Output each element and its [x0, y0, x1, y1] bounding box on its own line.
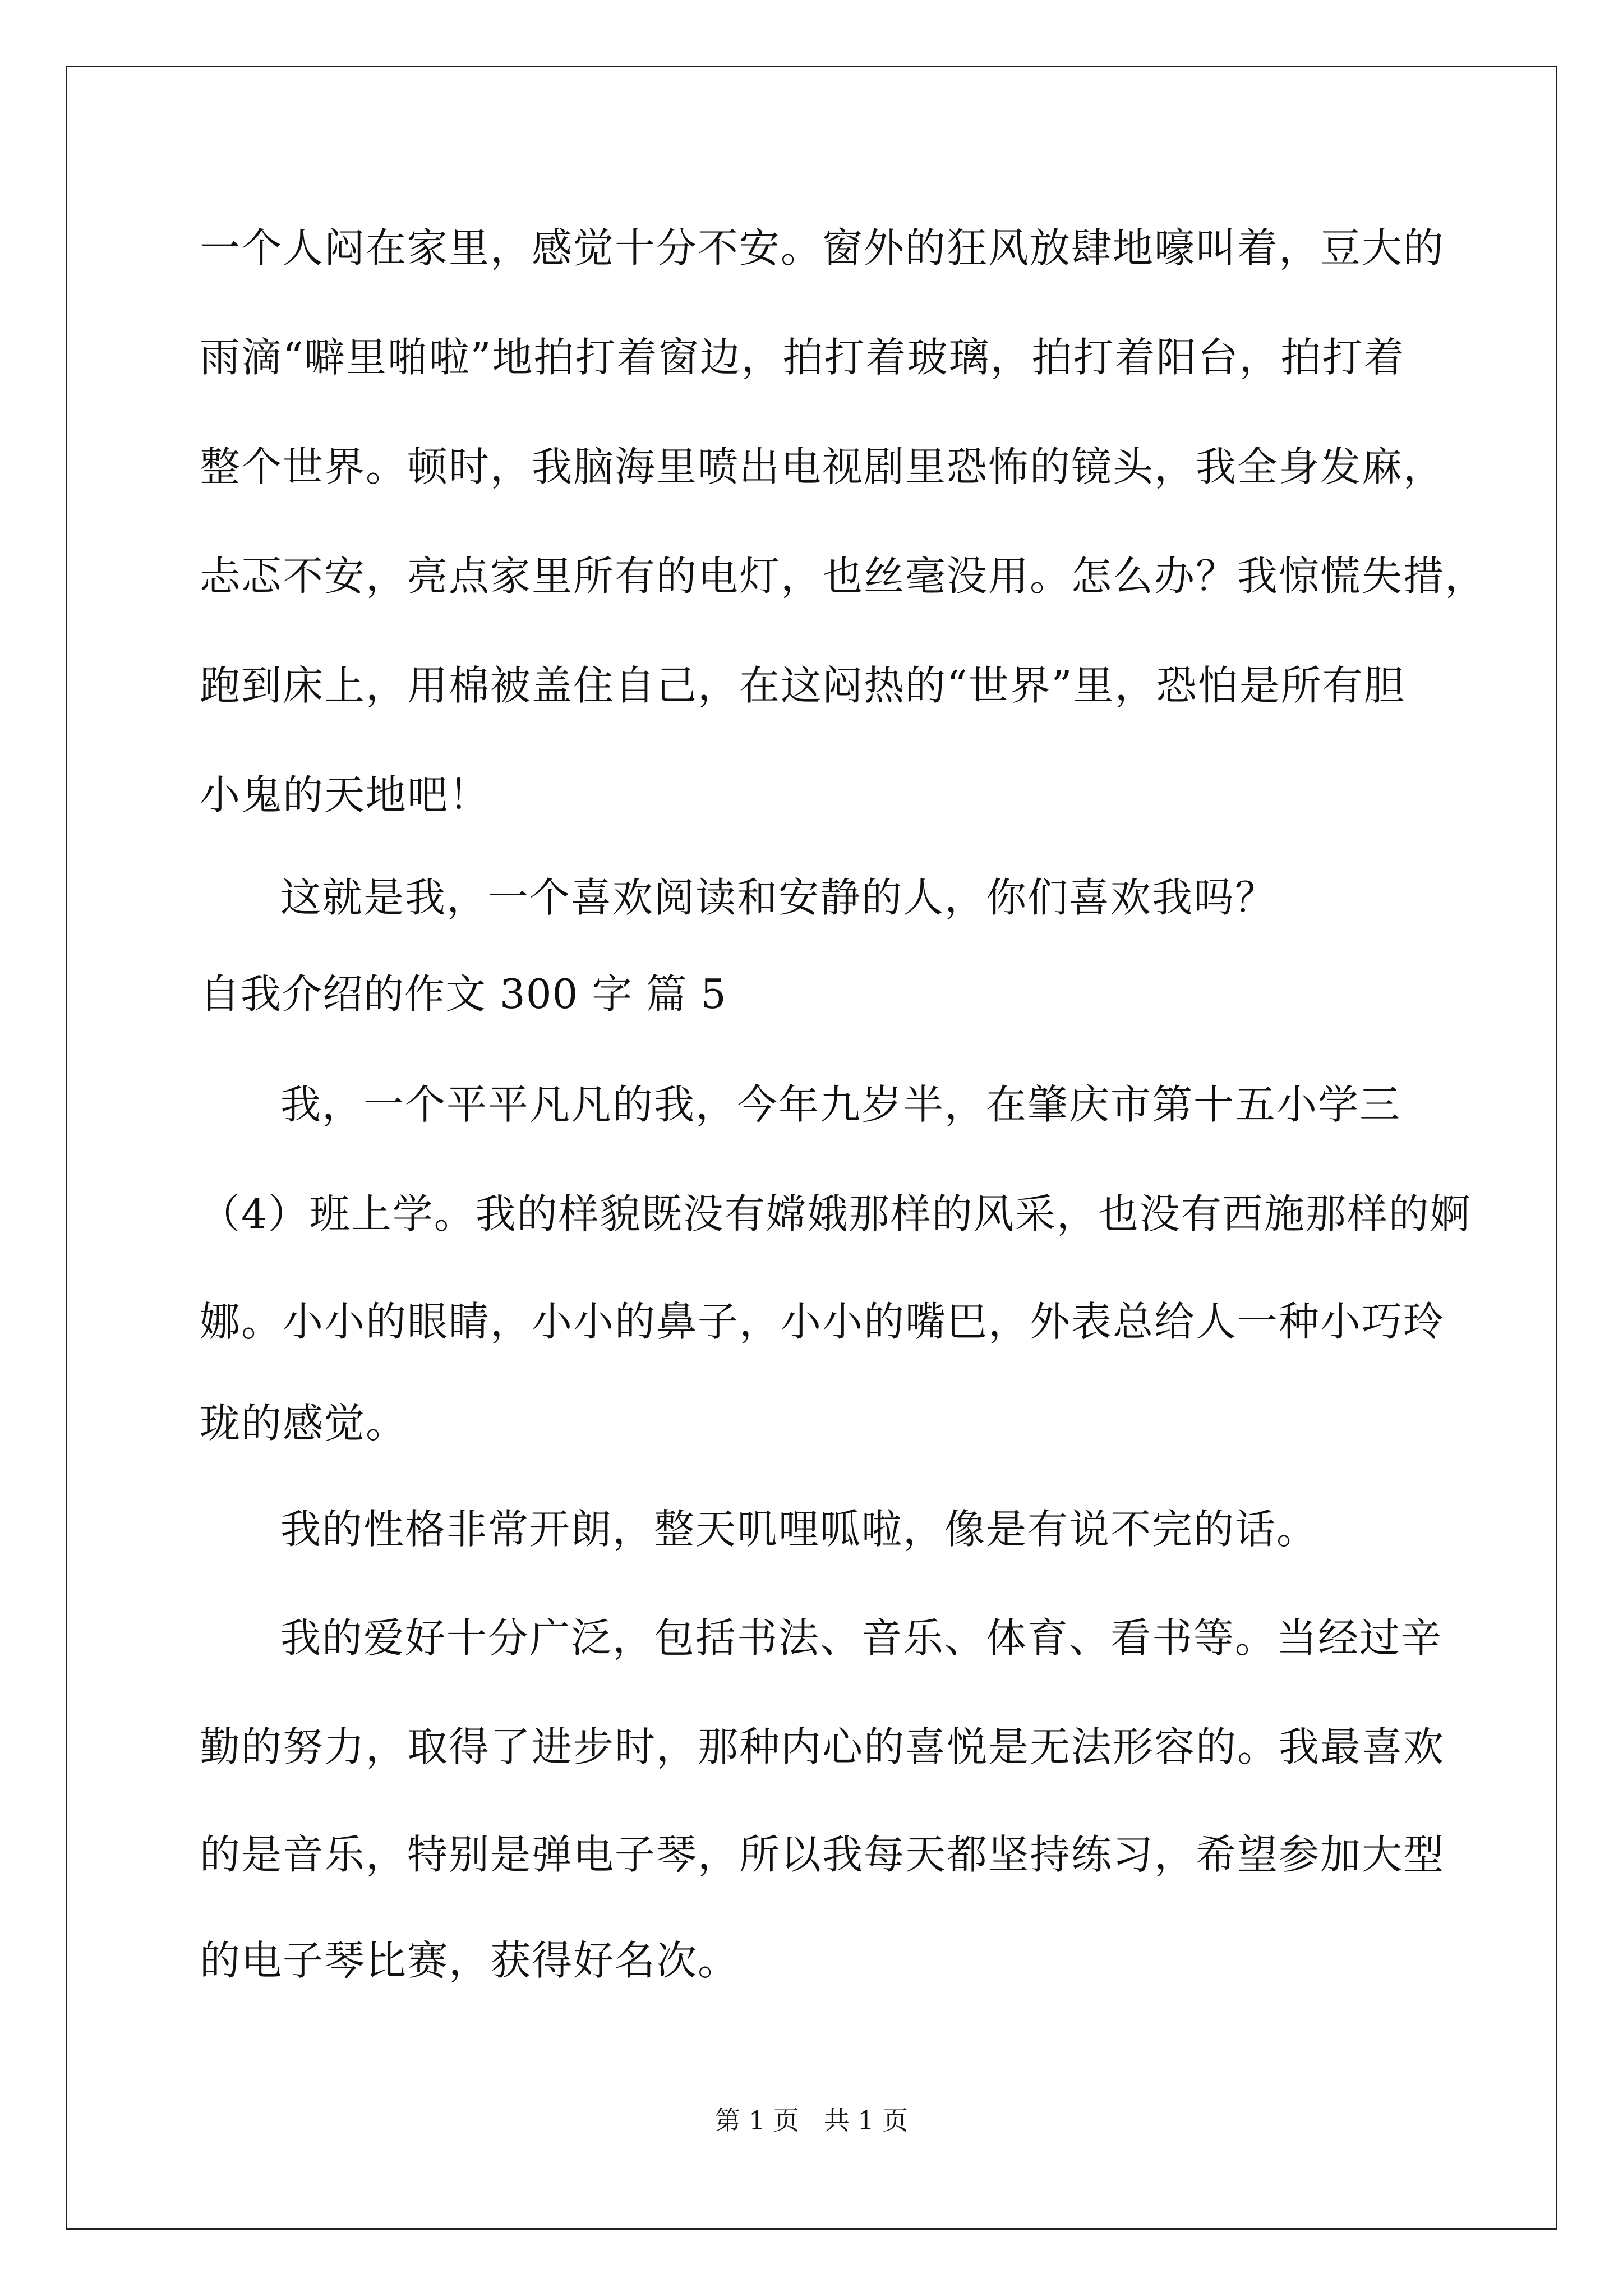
paragraph-line: （4）班上学。我的样貌既没有嫦娥那样的风采，也没有西施那样的婀: [200, 1190, 1472, 1237]
paragraph-line: 勤的努力，取得了进步时，那种内心的喜悦是无法形容的。我最喜欢: [200, 1723, 1445, 1770]
paragraph-line: 珑的感觉。: [200, 1400, 408, 1447]
paragraph-line: 跑到床上，用棉被盖住自己，在这闷热的“世界”里，恐怕是所有胆: [200, 662, 1405, 709]
page-footer: 第 1 页 共 1 页: [714, 2105, 909, 2136]
paragraph-line: 一个人闷在家里，感觉十分不安。窗外的狂风放肆地嚎叫着，豆大的: [200, 224, 1445, 272]
paragraph-line: 娜。小小的眼睛，小小的鼻子，小小的嘴巴，外表总给人一种小巧玲: [200, 1298, 1445, 1345]
paragraph-line: 我的爱好十分广泛，包括书法、音乐、体育、看书等。当经过辛: [280, 1614, 1443, 1662]
paragraph-line: 小鬼的天地吧！: [200, 771, 491, 818]
section-heading: 自我介绍的作文 300 字 篇 5: [200, 970, 727, 1018]
paragraph-line: 整个世界。顿时，我脑海里喷出电视剧里恐怖的镜头，我全身发麻，: [200, 443, 1445, 490]
paragraph-line: 我的性格非常开朗，整天叽哩呱啦，像是有说不完的话。: [280, 1506, 1318, 1553]
paragraph-line: 我，一个平平凡凡的我，今年九岁半，在肇庆市第十五小学三: [280, 1081, 1401, 1128]
page-border: [66, 66, 1557, 2230]
paragraph-line: 这就是我，一个喜欢阅读和安静的人，你们喜欢我吗？: [280, 874, 1277, 921]
paragraph-line: 的电子琴比赛，获得好名次。: [200, 1937, 740, 1984]
paragraph-line: 雨滴“噼里啪啦”地拍打着窗边，拍打着玻璃，拍打着阳台，拍打着: [200, 334, 1405, 381]
paragraph-line: 的是音乐，特别是弹电子琴，所以我每天都坚持练习，希望参加大型: [200, 1831, 1445, 1878]
paragraph-line: 忐忑不安，亮点家里所有的电灯，也丝毫没用。怎么办？我惊慌失措，: [200, 553, 1487, 600]
